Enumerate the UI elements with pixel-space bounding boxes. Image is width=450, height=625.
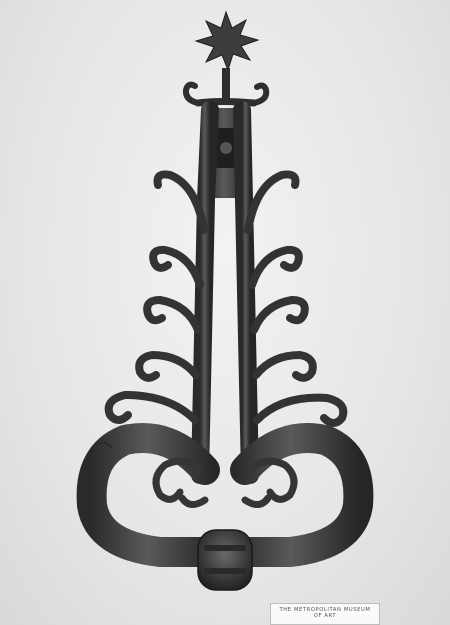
finial-stem — [222, 68, 230, 103]
inner-scrolls — [156, 461, 294, 505]
museum-label-line2: OF ART — [313, 613, 337, 619]
museum-label — [270, 603, 380, 625]
scrolls-left — [109, 174, 204, 420]
star-finial — [196, 12, 258, 70]
scrolls-right — [248, 174, 343, 423]
museum-label-line1: THE METROPOLITAN MUSEUM — [279, 607, 371, 613]
center-knob — [198, 530, 252, 590]
